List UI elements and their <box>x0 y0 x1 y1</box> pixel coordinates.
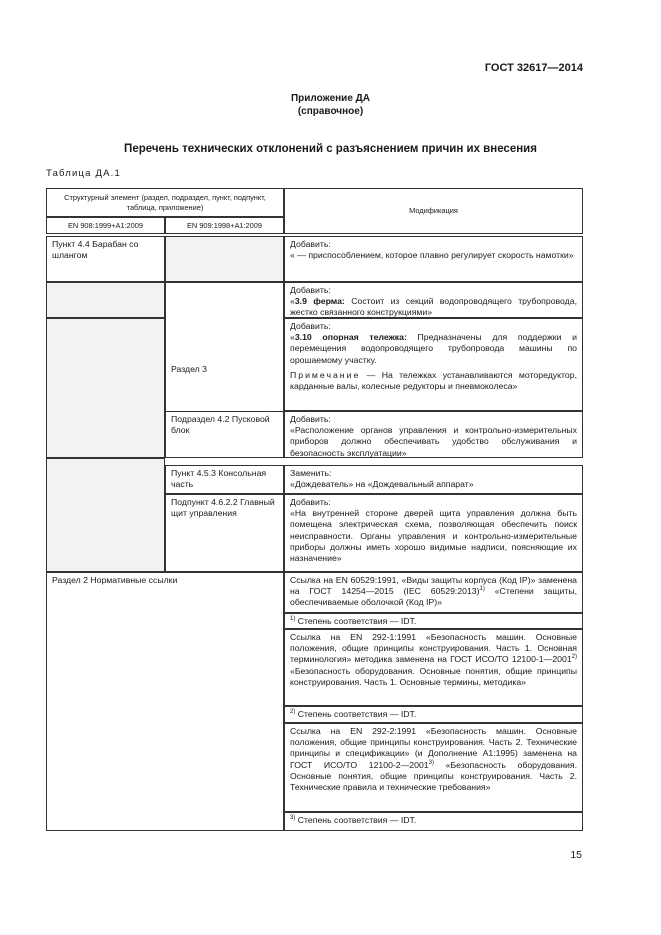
row7-fn2-sup: 2) <box>290 709 296 716</box>
row4-modification <box>284 411 583 458</box>
header-structural: Структурный элемент (раздел, подраздел, пункт, подпункт, таблица, приложение) <box>46 188 284 217</box>
header-en1: EN 908:1999+A1:2009 <box>46 217 165 234</box>
row7-fn3-sup: 3) <box>290 815 296 822</box>
row6-action: Добавить: <box>290 497 331 507</box>
row3-action: Добавить: <box>290 321 331 331</box>
row1-action: Добавить: <box>290 239 331 249</box>
row3-structural-en1-empty <box>46 318 165 458</box>
table-caption: Таблица ДА.1 <box>46 168 121 179</box>
row5-action: Заменить: <box>290 468 332 478</box>
row7-structural: Раздел 2 Нормативные ссылки <box>46 572 284 831</box>
row5-6-structural-en1-empty <box>46 458 165 572</box>
row1-structural-en2-empty <box>165 236 284 282</box>
row7-fn3-text: Степень соответствия — IDT. <box>297 815 417 825</box>
row2-text: Состоит из секций водопроводящего трубопровода, жестко связанного конструкциями» <box>290 296 578 318</box>
row7-fn2-text: Степень соответствия — IDT. <box>297 709 417 719</box>
row6-structural-en2: Подпункт 4.6.2.2 Главный щит управления <box>165 494 284 572</box>
row3-note-text: — На тележках устанавливаются моторедуктор, карданные валы, колесные редукторы и пневмоколеса» <box>290 369 577 392</box>
standard-number: ГОСТ 32617—2014 <box>484 62 583 74</box>
row7-ref3-a: Ссылка на EN 292-2:1991 «Безопасность машин. Основные положения, общие принципы конструирования. Часть 2. Технические принципы и спецификации» (и Дополнение А1:1995) заменена на ГОСТ ИСО/ТО 12100-2—2001 <box>290 726 577 770</box>
page-number: 15 <box>570 849 582 861</box>
row5-text: «Дождеватель» на «Дождевальный аппарат» <box>290 479 474 490</box>
row7-ref2-b: «Безопасность оборудования. Основные понятия, общие принципы конструирования. Часть 1. Основные термины, методика» <box>290 665 577 687</box>
row2-3-structural-en2: Раздел 3 <box>165 282 284 458</box>
row7-ref3-sup: 3) <box>428 759 434 766</box>
row3-modification <box>284 318 583 411</box>
row7-ref1 <box>284 572 583 613</box>
row3-note <box>290 370 577 392</box>
row1-modification <box>284 236 583 282</box>
row5-structural-en2: Пункт 4.5.3 Консольная часть <box>165 465 284 494</box>
row3-text: Предназначены для поддержки и перемещения водопроводящего трубопровода машины по орошаемому участку. <box>290 332 577 365</box>
row7-footnote3 <box>284 812 583 831</box>
row2-action: Добавить: <box>290 285 331 295</box>
row7-ref3 <box>284 723 583 812</box>
row5-modification <box>284 465 583 494</box>
row7-ref2-a: Ссылка на EN 292-1:1991 «Безопасность машин. Основные положения, общие принципы конструирования. Часть 1. Основная терминология» методика заменена на ГОСТ ИСО/ТО 12100-1—2001 <box>290 632 577 665</box>
row7-fn1-text: Степень соответствия — IDT. <box>297 616 417 626</box>
row4-action: Добавить: <box>290 414 331 424</box>
header-en2: EN 909:1998+A1:2009 <box>165 217 284 234</box>
appendix-subtitle: (справочное) <box>297 106 364 117</box>
row6-modification <box>284 494 583 572</box>
row4-structural-en2: Подраздел 4.2 Пусковой блок <box>165 411 284 458</box>
header-modification: Модификация <box>284 188 583 234</box>
row7-footnote2 <box>284 706 583 723</box>
row7-ref2-sup: 2) <box>571 654 577 661</box>
row1-text: « — приспособлением, которое плавно регулирует скорость намотки» <box>290 250 574 261</box>
document-heading: Перечень технических отклонений с разъяснением причин их внесения <box>124 143 537 155</box>
row7-ref1-b: «Степени защиты, обеспечиваемые оболочкой (Код IP)» <box>290 586 578 608</box>
row2-structural-en1-empty <box>46 282 165 318</box>
row2-modification <box>284 282 583 318</box>
row7-fn1-sup: 1) <box>290 616 296 623</box>
row7-footnote1 <box>284 613 583 629</box>
row7-ref2 <box>284 629 583 706</box>
row7-ref3-b: «Безопасность оборудования. Основные понятия, общие принципы конструирования. Часть 2. Технические правила и технические требования» <box>290 759 577 793</box>
row7-ref1-a: Ссылка на EN 60529:1991, «Виды защиты корпуса (Код IP)» заменена на ГОСТ 14254—2015 (IEC 60529:2013) <box>290 575 577 597</box>
row3-body <box>290 332 577 366</box>
row3-term: 3.10 опорная тележка: <box>294 332 407 343</box>
row3-note-label: Примечание <box>290 369 361 380</box>
row2-term: 3.9 ферма: <box>294 296 345 307</box>
row1-structural-en1: Пункт 4.4 Барабан со шлангом <box>46 236 165 282</box>
row2-quote: « <box>290 296 295 307</box>
appendix-title: Приложение ДА <box>290 93 371 104</box>
deviations-table <box>46 188 583 831</box>
row6-text: «На внутренней стороне дверей щита управления должна быть помещена электрическая схема, позволяющая обеспечить поиск неисправности. Органы управления и контрольно-измерительные приборы должны иметь хорошо видимые надписи, поясняющие их назначение» <box>290 508 577 564</box>
row2-body <box>290 296 577 318</box>
row7-ref1-sup: 1) <box>479 586 485 593</box>
row3-quote: « <box>290 332 295 343</box>
row4-text: «Расположение органов управления и контрольно-измерительных приборов должно обеспечивать удобство обслуживания и безопасность эксплуатации» <box>290 425 577 458</box>
